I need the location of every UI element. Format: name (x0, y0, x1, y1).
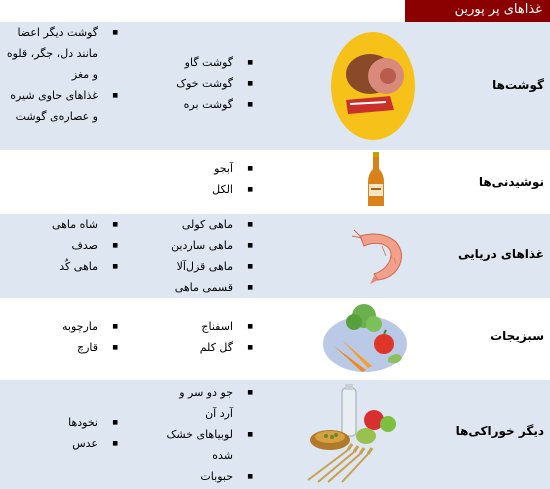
list-item: ■ گوشت گاو (176, 52, 255, 73)
list-item: ■ گوشت خوک (176, 73, 255, 94)
list-item: ■ جو دو سر و آرد آن (165, 382, 255, 424)
list-item: ■ اسفناج (200, 316, 255, 337)
list-item: ■ شاه ماهی (52, 214, 120, 235)
meat-icon (330, 30, 416, 142)
list-primary (165, 382, 255, 487)
category-label: دیگر خوراکی‌ها (455, 424, 544, 438)
vegetables-icon (322, 300, 408, 376)
list-item: ■ آبجو (212, 158, 255, 179)
list-item: ■ گوشت دیگر اعضا مانند دل، جگر، قلوه و مغز (2, 22, 120, 85)
list-item: ■ نخودها (68, 412, 120, 433)
list-primary (176, 52, 255, 115)
list-item: ■ قارچ (62, 337, 120, 358)
list-item: ■ عدس (68, 433, 120, 454)
list-secondary (68, 412, 120, 454)
list-item: ■ قسمی ماهی (171, 277, 255, 298)
list-item: ■ صدف (52, 235, 120, 256)
shrimp-icon (352, 228, 408, 286)
category-label: نوشیدنی‌ها (478, 175, 544, 189)
list-secondary (52, 214, 120, 277)
row-other-foods (0, 380, 550, 489)
list-item: ■ گل کلم (200, 337, 255, 358)
category-label: گوشت‌ها (492, 78, 544, 92)
list-item: ■ ماهی کُد (52, 256, 120, 277)
list-item: ■ الکل (212, 179, 255, 200)
list-item: ■ گوشت بره (176, 94, 255, 115)
list-secondary (2, 22, 120, 127)
list-item: ■ ماهی ساردین (171, 235, 255, 256)
category-label: سبزیجات (490, 329, 544, 343)
title-banner (405, 0, 550, 22)
list-item: ■ ماهی قزل‌آلا (171, 256, 255, 277)
category-label: غذاهای دریایی (458, 247, 544, 261)
title-bar (0, 0, 550, 22)
list-item: ■ ماهی کولی (171, 214, 255, 235)
page-title: غذاهای پر پورین (454, 2, 542, 17)
list-primary (212, 158, 255, 200)
list-item: ■ غذاهای حاوی شیره و عصاره‌ی گوشت (2, 85, 120, 127)
row-drinks (0, 150, 550, 214)
list-secondary (62, 316, 120, 358)
list-item: ■ مارچوبه (62, 316, 120, 337)
list-item: ■ لوبیاهای خشک شده (165, 424, 255, 466)
row-vegetables (0, 298, 550, 380)
list-item: ■ حبوبات (165, 466, 255, 487)
list-primary (200, 316, 255, 358)
row-meats (0, 22, 550, 150)
grains-icon (298, 384, 408, 484)
row-seafood (0, 214, 550, 298)
beer-bottle-icon (366, 152, 386, 208)
list-primary (171, 214, 255, 298)
